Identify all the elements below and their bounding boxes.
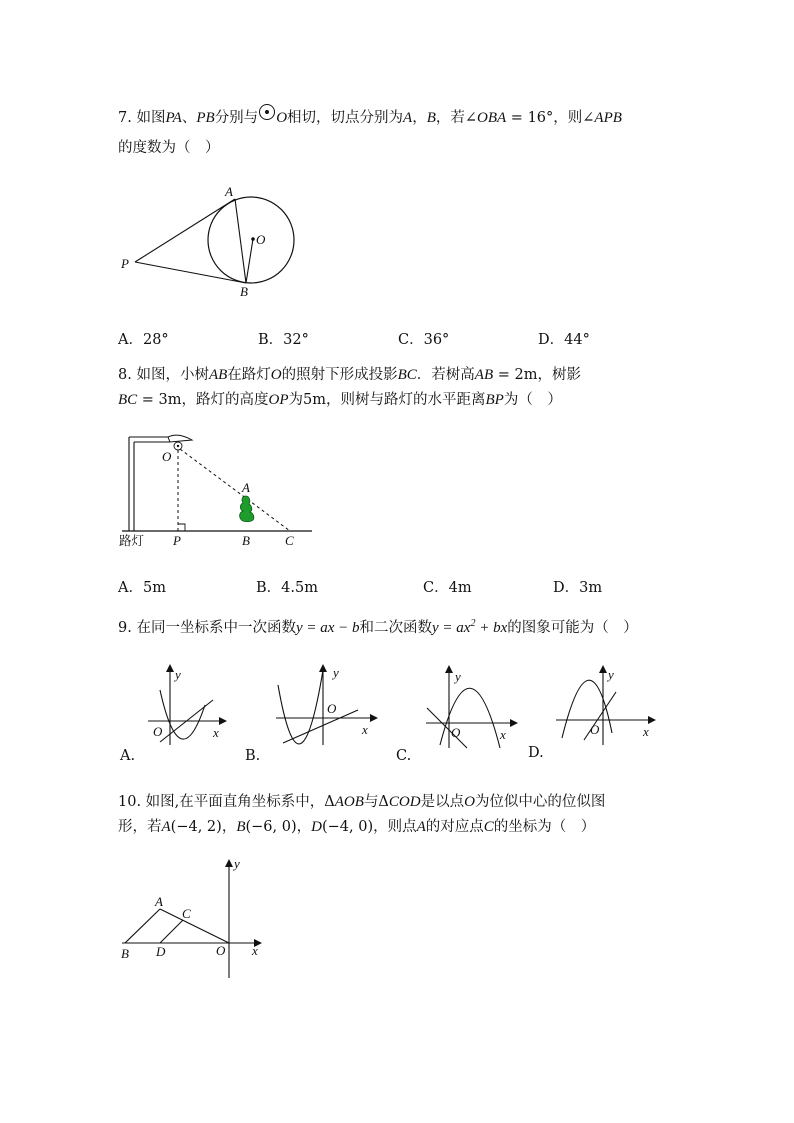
q8-option-d[interactable]: D．3m bbox=[553, 580, 603, 596]
y-arrow-icon bbox=[166, 664, 174, 672]
center-point bbox=[251, 237, 255, 241]
label-b: B bbox=[242, 533, 250, 548]
tangent-pa bbox=[135, 199, 235, 262]
q7-number: 7. bbox=[118, 110, 132, 126]
y-arrow-icon bbox=[225, 859, 233, 867]
q8-figure bbox=[110, 425, 320, 555]
q10-figure bbox=[112, 850, 272, 985]
q7-option-c[interactable]: C．36° bbox=[398, 332, 450, 348]
q7-line-1: 7. 如图PA、PB分别与 O相切，切点分别为A，B，若∠OBA = 16°，则∠APB bbox=[118, 103, 622, 133]
label-o: O bbox=[153, 724, 163, 739]
label-a: A bbox=[242, 480, 250, 495]
q8-line-1: 8. 如图，小树AB在路灯O的照射下形成投影BC．若树高AB = 2m，树影 bbox=[118, 367, 581, 383]
label-d: D bbox=[156, 944, 166, 959]
label-a: A bbox=[225, 184, 233, 199]
lamp-label: 路灯 bbox=[119, 534, 145, 548]
q9-line-1: 9. 在同一坐标系中一次函数y = ax − b和二次函数$y = ax^2$ + bx的图象可能为（ ） bbox=[118, 618, 638, 636]
q8-option-c[interactable]: C．4m bbox=[423, 580, 472, 596]
q9-graph-a bbox=[140, 655, 235, 750]
label-x: x bbox=[213, 725, 219, 740]
label-x: x bbox=[362, 722, 368, 737]
circle-dot-symbol bbox=[259, 104, 275, 120]
label-o: O bbox=[327, 701, 337, 716]
q10-number: 10. bbox=[118, 794, 142, 810]
label-x: x bbox=[643, 724, 649, 739]
q9-option-d[interactable]: D. bbox=[528, 745, 544, 761]
label-y: y bbox=[333, 665, 339, 680]
segment-dc bbox=[160, 920, 183, 943]
y-arrow-icon bbox=[445, 665, 453, 673]
label-y: y bbox=[234, 856, 240, 871]
label-x: x bbox=[252, 943, 258, 958]
q8-option-a[interactable]: A．5m bbox=[118, 580, 166, 596]
q9-graph-d bbox=[548, 655, 666, 750]
q9-option-b[interactable]: B. bbox=[245, 748, 261, 764]
label-y: y bbox=[175, 667, 181, 682]
q7-option-b[interactable]: B．32° bbox=[258, 332, 309, 348]
tree-icon bbox=[240, 496, 254, 522]
q7-line-2: 的度数为（ ） bbox=[118, 140, 220, 156]
label-p: P bbox=[121, 256, 129, 271]
q9-option-c[interactable]: C. bbox=[396, 748, 412, 764]
q9-number: 9. bbox=[118, 619, 132, 636]
q8-option-b[interactable]: B．4.5m bbox=[256, 580, 318, 596]
q7-option-d[interactable]: D．44° bbox=[538, 332, 590, 348]
label-a: A bbox=[155, 894, 163, 909]
lamp-head-icon bbox=[168, 435, 192, 442]
q10-line-1: 10. 如图,在平面直角坐标系中，ΔAOB与ΔCOD是以点O为位似中心的位似图 bbox=[118, 794, 606, 810]
label-y: y bbox=[455, 669, 461, 684]
light-ray-oc bbox=[180, 449, 290, 531]
chord-ab bbox=[235, 199, 246, 283]
linear-line bbox=[427, 708, 467, 748]
segment-ba bbox=[125, 909, 160, 943]
label-o: O bbox=[256, 232, 266, 247]
label-b: B bbox=[121, 946, 129, 961]
q7-option-a[interactable]: A．28° bbox=[118, 332, 169, 348]
q8-number: 8. bbox=[118, 367, 132, 383]
label-o: O bbox=[590, 722, 600, 737]
circle-o bbox=[208, 197, 294, 283]
label-c: C bbox=[285, 533, 294, 548]
right-angle-mark bbox=[178, 524, 185, 531]
x-arrow-icon bbox=[370, 714, 378, 722]
label-b: B bbox=[240, 284, 248, 299]
tangent-pb bbox=[135, 262, 246, 283]
label-o: O bbox=[216, 943, 226, 958]
label-p: P bbox=[173, 533, 181, 548]
x-arrow-icon bbox=[648, 716, 656, 724]
segment-ao bbox=[160, 909, 229, 943]
linear-line bbox=[584, 692, 616, 740]
label-o: O bbox=[162, 449, 172, 464]
q8-line-2: BC = 3m，路灯的高度OP为5m，则树与路灯的水平距离BP为（ ） bbox=[118, 392, 562, 408]
q9-graph-b bbox=[265, 655, 385, 750]
x-arrow-icon bbox=[219, 717, 227, 725]
q10-line-2: 形，若A(−4, 2)，B(−6, 0)，D(−4, 0)，则点A的对应点C的坐标为（ ） bbox=[118, 819, 596, 835]
parabola bbox=[278, 670, 323, 744]
q9-graph-c bbox=[418, 655, 528, 750]
label-y: y bbox=[608, 667, 614, 682]
label-x: x bbox=[500, 727, 506, 742]
linear-line bbox=[283, 710, 358, 743]
y-arrow-icon bbox=[599, 665, 607, 673]
q7-figure bbox=[110, 180, 310, 305]
label-o: O bbox=[451, 725, 461, 740]
x-arrow-icon bbox=[510, 719, 518, 727]
q9-option-a[interactable]: A. bbox=[120, 748, 136, 764]
lamp-bulb-dot bbox=[177, 445, 179, 447]
label-c: C bbox=[182, 906, 191, 921]
parabola bbox=[160, 690, 205, 739]
radius-ob bbox=[246, 239, 253, 283]
